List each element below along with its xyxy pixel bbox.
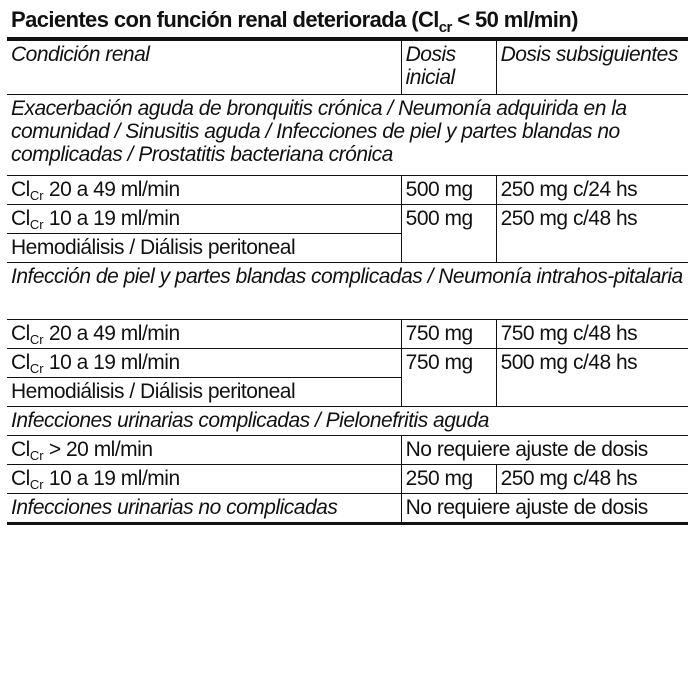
title-text: Pacientes con función renal deteriorada (Cl <box>11 7 439 32</box>
condition-cell: Hemodiálisis / Diálisis peritoneal <box>7 234 401 263</box>
table-title <box>7 6 688 40</box>
condition-text: 10 a 19 ml/min <box>43 467 180 490</box>
section-heading-row <box>7 407 688 436</box>
header-dosis-inicial: Dosis inicial <box>401 41 496 95</box>
subsequent-dose-cell: 250 mg c/48 hs <box>496 465 688 494</box>
subsequent-dose-cell: 250 mg c/48 hs <box>496 205 688 263</box>
condition-cell: Infecciones urinarias no complicadas <box>7 494 401 524</box>
clcr-base: Cl <box>11 467 30 490</box>
clcr-base: Cl <box>11 178 30 201</box>
header-condicion: Condición renal <box>7 41 401 95</box>
clcr-base: Cl <box>11 322 30 345</box>
section-heading: Infección de piel y partes blandas complicadas / Neumonía intrahos-pitalaria <box>7 263 688 320</box>
condition-cell <box>7 436 401 465</box>
subsequent-dose-cell: 250 mg c/24 hs <box>496 176 688 205</box>
section-heading-row <box>7 95 688 176</box>
condition-cell <box>7 176 401 205</box>
subsequent-dose-cell: 500 mg c/48 hs <box>496 349 688 407</box>
subsequent-dose-cell: 750 mg c/48 hs <box>496 320 688 349</box>
table-row <box>7 176 688 205</box>
initial-dose-cell: 250 mg <box>401 465 496 494</box>
condition-text: 20 a 49 ml/min <box>43 178 180 201</box>
table-row <box>7 320 688 349</box>
clcr-sub: Cr <box>29 217 44 232</box>
clcr-sub: Cr <box>29 188 44 203</box>
clcr-sub: Cr <box>29 477 44 492</box>
clcr-base: Cl <box>11 207 30 230</box>
initial-dose-cell: 750 mg <box>401 320 496 349</box>
initial-dose-cell: 500 mg <box>401 176 496 205</box>
merged-dose-cell: No requiere ajuste de dosis <box>401 436 688 465</box>
condition-cell <box>7 349 401 378</box>
dosage-table <box>7 40 688 525</box>
dosage-document <box>7 6 688 525</box>
header-dosis-subsiguientes: Dosis subsiguientes <box>496 41 688 95</box>
title-subscript: cr <box>438 19 452 36</box>
condition-cell: Hemodiálisis / Diálisis peritoneal <box>7 378 401 407</box>
initial-dose-cell: 500 mg <box>401 205 496 263</box>
table-row <box>7 436 688 465</box>
clcr-sub: Cr <box>29 332 44 347</box>
condition-cell <box>7 320 401 349</box>
condition-text: > 20 ml/min <box>43 438 153 461</box>
table-row <box>7 494 688 524</box>
section-heading: Infecciones urinarias complicadas / Pielonefritis aguda <box>7 407 688 436</box>
clcr-sub: Cr <box>29 448 44 463</box>
title-tail: < 50 ml/min) <box>451 7 578 32</box>
clcr-sub: Cr <box>29 361 44 376</box>
section-heading: Exacerbación aguda de bronquitis crónica / Neumonía adquirida en la comunidad / Sinusitis aguda / Infecciones de piel y partes blandas no complicadas / Prostatitis bacteriana crónica <box>7 95 688 176</box>
merged-dose-cell: No requiere ajuste de dosis <box>401 494 688 524</box>
table-row <box>7 465 688 494</box>
table-row <box>7 205 688 234</box>
clcr-base: Cl <box>11 438 30 461</box>
condition-text: 10 a 19 ml/min <box>43 207 180 230</box>
condition-cell <box>7 465 401 494</box>
initial-dose-cell: 750 mg <box>401 349 496 407</box>
condition-text: 10 a 19 ml/min <box>43 351 180 374</box>
table-row <box>7 349 688 378</box>
condition-text: 20 a 49 ml/min <box>43 322 180 345</box>
clcr-base: Cl <box>11 351 30 374</box>
condition-cell <box>7 205 401 234</box>
header-row <box>7 41 688 95</box>
section-heading-row <box>7 263 688 320</box>
